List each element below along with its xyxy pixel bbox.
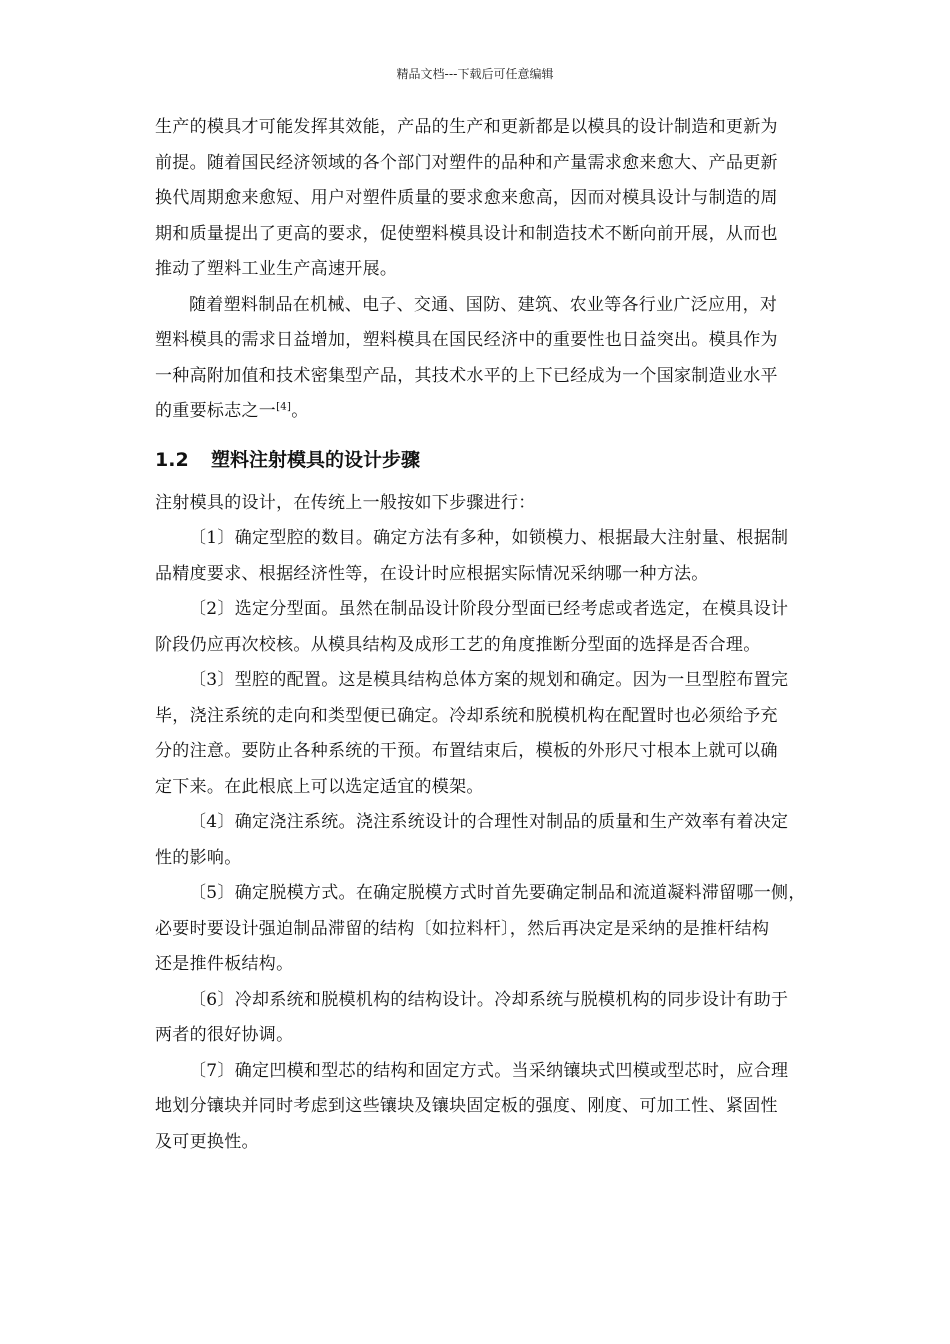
citation-reference: [4] bbox=[276, 401, 292, 413]
document-body bbox=[155, 110, 860, 1160]
text-line: 一种高附加值和技术密集型产品，其技术水平的上下已经成为一个国家制造业水平 bbox=[155, 365, 778, 386]
step-2 bbox=[155, 592, 860, 663]
section-heading bbox=[155, 444, 860, 476]
text-line: 〔7〕确定凹模和型芯的结构和固定方式。当采纳镶块式凹模或型芯时，应合理 bbox=[189, 1060, 789, 1081]
text-line: 两者的很好协调。 bbox=[155, 1025, 294, 1045]
paragraph-2 bbox=[155, 288, 860, 430]
text-line: 还是推件板结构。 bbox=[155, 954, 294, 974]
text-line: 〔3〕型腔的配置。这是模具结构总体方案的规划和确定。因为一旦型腔布置完 bbox=[189, 670, 789, 690]
text-line: 〔2〕选定分型面。虽然在制品设计阶段分型面已经考虑或者选定，在模具设计 bbox=[189, 599, 789, 619]
text-line: 塑料模具的需求日益增加，塑料模具在国民经济中的重要性也日益突出。模具作为 bbox=[155, 330, 778, 350]
text-line-with-citation bbox=[155, 394, 860, 430]
text-line: 〔4〕确定浇注系统。浇注系统设计的合理性对制品的质量和生产效率有着决定 bbox=[189, 812, 789, 832]
text-line: 毕，浇注系统的走向和类型便已确定。冷却系统和脱模机构在配置时也必须给予充 bbox=[155, 705, 778, 726]
text-line: 前提。随着国民经济领域的各个部门对塑件的品种和产量需求愈来愈大、产品更新 bbox=[155, 152, 778, 173]
text-line: 〔1〕确定型腔的数目。确定方法有多种，如锁模力、根据最大注射量、根据制 bbox=[189, 528, 789, 548]
step-7 bbox=[155, 1054, 860, 1161]
paragraph-1 bbox=[155, 110, 860, 288]
text-line: 定下来。在此根底上可以选定适宜的模架。 bbox=[155, 776, 484, 797]
text-line: 换代周期愈来愈短、用户对塑件质量的要求愈来愈高，因而对模具设计与制造的周 bbox=[155, 188, 778, 208]
text-line: 性的影响。 bbox=[155, 847, 242, 868]
step-3 bbox=[155, 663, 860, 805]
text-line: 地划分镶块并同时考虑到这些镶块及镶块固定板的强度、刚度、可加工性、紧固性 bbox=[155, 1096, 778, 1116]
text-line: 分的注意。要防止各种系统的干预。布置结束后，模板的外形尺寸根本上就可以确 bbox=[155, 741, 778, 761]
text-line: 阶段仍应再次校核。从模具结构及成形工艺的角度推断分型面的选择是否合理。 bbox=[155, 634, 761, 655]
text-line: 推动了塑料工业生产高速开展。 bbox=[155, 259, 398, 279]
step-4 bbox=[155, 805, 860, 876]
page-header: 精品文档---下载后可任意编辑 bbox=[396, 67, 554, 81]
text-line: 及可更换性。 bbox=[155, 1131, 259, 1152]
step-6 bbox=[155, 983, 860, 1054]
text-fragment: 的重要标志之一 bbox=[155, 401, 277, 421]
intro-paragraph bbox=[155, 486, 860, 522]
text-line: 〔6〕冷却系统和脱模机构的结构设计。冷却系统与脱模机构的同步设计有助于 bbox=[189, 989, 789, 1010]
text-fragment: 。 bbox=[291, 401, 309, 421]
text-line: 〔5〕确定脱模方式。在确定脱模方式时首先要确定制品和流道凝料滞留哪一侧， bbox=[189, 883, 806, 903]
text-line: 期和质量提出了更高的要求，促使塑料模具设计和制造技术不断向前开展，从而也 bbox=[155, 223, 778, 244]
text-line: 随着塑料制品在机械、电子、交通、国防、建筑、农业等各行业广泛应用，对 bbox=[189, 294, 778, 315]
text-line: 必要时要设计强迫制品滞留的结构〔如拉料杆〕，然后再决定是采纳的是推杆结构 bbox=[155, 918, 770, 939]
text-line: 品精度要求、根据经济性等，在设计时应根据实际情况采纳哪一种方法。 bbox=[155, 563, 709, 584]
text-line: 生产的模具才可能发挥其效能，产品的生产和更新都是以模具的设计制造和更新为 bbox=[155, 117, 778, 137]
text-line: 注射模具的设计，在传统上一般按如下步骤进行： bbox=[155, 492, 536, 513]
step-5 bbox=[155, 876, 860, 983]
step-1 bbox=[155, 521, 860, 592]
section-title: 塑料注射模具的设计步骤 bbox=[211, 448, 421, 471]
section-number: 1.2 bbox=[155, 448, 189, 471]
